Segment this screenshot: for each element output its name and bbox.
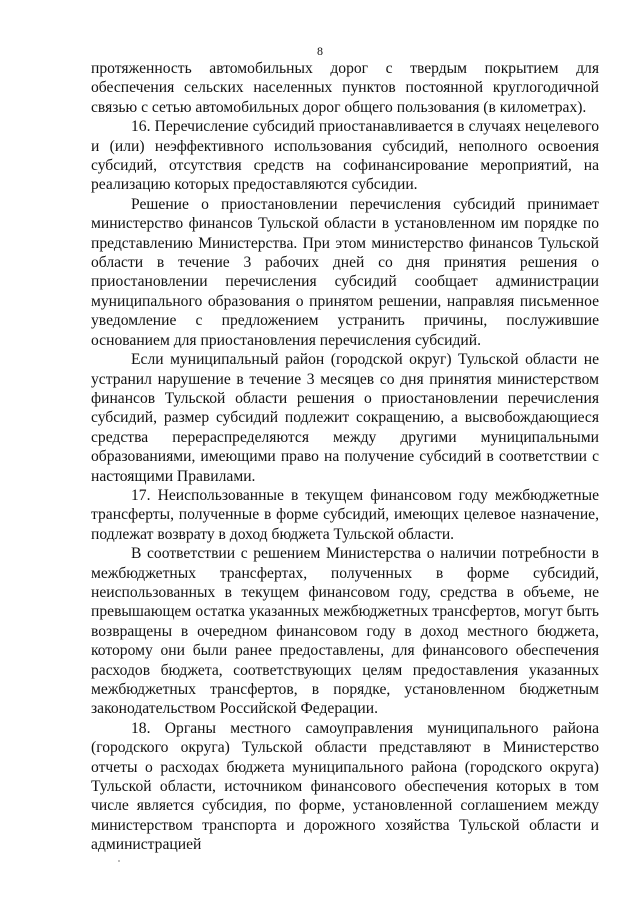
paragraph-continuation: протяженность автомобильных дорог с твердым покрытием для обеспечения сельских населенных пунктов постоянной круглогодичной связью с сетью автомобильных дорог общего пользования (в километрах). — [91, 60, 599, 116]
scan-speck — [118, 860, 120, 862]
paragraph-clause-16: 16. Перечисление субсидий приостанавливается в случаях нецелевого и (или) неэффективного использования субсидий, неполного освоения субсидий, отсутствия средств на софинансирование мероприятий, на реализацию которых предоставляются субсидии. — [91, 118, 599, 194]
paragraph-clause-17: 17. Неиспользованные в текущем финансовом году межбюджетные трансферты, полученные в форме субсидий, имеющих целевое назначение, подлежат возврату в доход бюджета Тульской области. — [91, 486, 599, 543]
page-number: 8 — [317, 44, 323, 58]
paragraph-reduction: Если муниципальный район (городской округ) Тульской области не устранил нарушение в течение 3 месяцев со дня принятия министерством финансов Тульской области решения о приостановлении перечисления субсидий, размер субсидий подлежит сокращению, а высвобождающиеся средства перераспределяются между другими муниципальными образованиями, имеющими право на получение субсидий в соответствии с настоящими Правилами. — [91, 351, 599, 485]
paragraph-suspension-decision: Решение о приостановлении перечисления субсидий принимает министерство финансов Тульской области в установленном им порядке по представлению Министерства. При этом министерство финансов Тульской области в течение 3 рабочих дней со дня принятия решения о приостановлении перечисления субсидий сообщает администрации муниципального образования о принятом решении, направляя письменное уведомление с предложением устранить причины, послужившие основанием для приостановления перечисления субсидий. — [91, 195, 599, 349]
document-body — [91, 59, 599, 855]
paragraph-clause-18: 18. Органы местного самоуправления муниципального района (городского округа) Тульской области представляют в Министерство отчеты о расходах бюджета муниципального района (городского округа) Тульской области, источником финансового обеспечения которых в том числе является субсидия, по форме, установленной соглашением между министерством транспорта и дорожного хозяйства Тульской области и администрацией — [91, 719, 599, 854]
paragraph-return-funds: В соответствии с решением Министерства о наличии потребности в межбюджетных трансфертах, полученных в форме субсидий, неиспользованных в текущем финансовом году, средства в объеме, не превышающем остатка указанных межбюджетных трансфертов, могут быть возвращены в очередном финансовом году в доход местного бюджета, которому они были ранее предоставлены, для финансового обеспечения расходов бюджета, соответствующих целям предоставления указанных межбюджетных трансфертов, в порядке, установленном бюджетным законодательством Российской Федерации. — [91, 545, 599, 718]
